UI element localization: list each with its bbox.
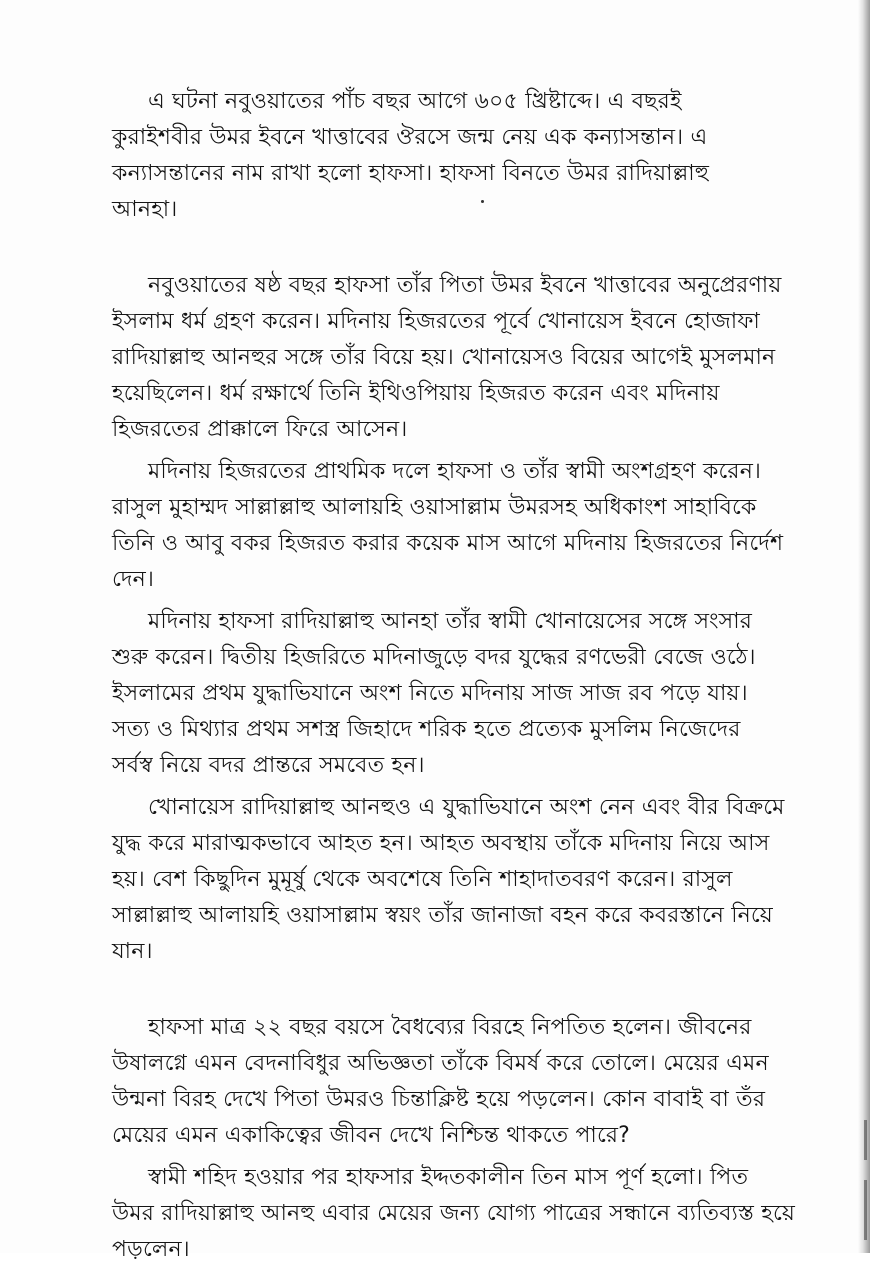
- paragraph-line: কুরাইশবীর উমর ইবনে খাত্তাবের ঔরসে জন্ম নেয় এক কন্যাসন্তান। এ: [112, 125, 708, 150]
- paragraph-line: পড়লেন।: [112, 1237, 190, 1262]
- paragraph-line: উন্মনা বিরহ দেখে পিতা উমরও চিন্তাক্লিষ্ট হয়ে পড়লেন। কোন বাবাই বা তঁর: [112, 1087, 766, 1112]
- paragraph-1: [112, 84, 832, 228]
- paragraph-line: হিজরতের প্রাক্কালে ফিরে আসেন।: [112, 417, 408, 442]
- paragraph-line: তিনি ও আবু বকর হিজরত করার কয়েক মাস আগে মদিনায় হিজরতের নির্দেশ: [112, 531, 784, 556]
- paragraph-line: রাসুল মুহাম্মদ সাল্লাল্লাহু আলায়হি ওয়াসাল্লাম উমরসহ অধিকাংশ সাহাবিকে: [112, 495, 757, 520]
- paragraph-line: মদিনায় হিজরতের প্রাথমিক দলে হাফসা ও তাঁর স্বামী অংশগ্রহণ করেন।: [148, 459, 762, 484]
- paragraph-line: খোনায়েস রাদিয়াল্লাহু আনহুও এ যুদ্ধাভিযানে অংশ নেন এবং বীর বিক্রমে: [148, 795, 785, 820]
- paragraph-spacer: [112, 970, 832, 1010]
- paragraph-line: সাল্লাল্লাহু আলায়হি ওয়াসাল্লাম স্বয়ং তাঁর জানাজা বহন করে কবরস্তানে নিয়ে: [112, 903, 773, 928]
- scan-speck: [481, 200, 484, 203]
- paragraph-7: [112, 1160, 832, 1268]
- paragraph-line: ইসলামের প্রথম যুদ্ধাভিযানে অংশ নিতে মদিনায় সাজ সাজ রব পড়ে যায়।: [112, 681, 748, 706]
- paragraph-spacer: [112, 228, 832, 268]
- scan-edge-mark: [864, 1120, 867, 1160]
- paragraph-line: রাদিয়াল্লাহু আনহুর সঙ্গে তাঁর বিয়ে হয়। খোনায়েসও বিয়ের আগেই মুসলমান: [112, 345, 776, 370]
- page-binding-edge: [858, 0, 870, 1253]
- paragraph-line: আনহা।: [112, 197, 178, 222]
- paragraph-line: হাফসা মাত্র ২২ বছর বয়সে বৈধব্যের বিরহে নিপতিত হলেন। জীবনের: [148, 1015, 752, 1040]
- paragraph-line: সত্য ও মিথ্যার প্রথম সশস্ত্র জিহাদে শরিক হতে প্রত্যেক মুসলিম নিজেদের: [112, 717, 741, 742]
- paragraph-line: ইসলাম ধর্ম গ্রহণ করেন। মদিনায় হিজরতের পূর্বে খোনায়েস ইবনে হোজাফা: [112, 309, 761, 334]
- paragraph-line: যুদ্ধ করে মারাত্মকভাবে আহত হন। আহত অবস্থায় তাঁকে মদিনায় নিয়ে আস: [112, 831, 770, 856]
- paragraph-5: [112, 790, 832, 970]
- paragraph-2: [112, 268, 832, 448]
- scan-edge-mark: [864, 1180, 867, 1240]
- paragraph-line: মদিনায় হাফসা রাদিয়াল্লাহু আনহা তাঁর স্বামী খোনায়েসের সঙ্গে সংসার: [148, 609, 753, 634]
- paragraph-line: হয়েছিলেন। ধর্ম রক্ষার্থে তিনি ইথিওপিয়ায় হিজরত করেন এবং মদিনায়: [112, 381, 720, 406]
- paragraph-line: উষালগ্নে এমন বেদনাবিধুর অভিজ্ঞতা তাঁকে বিমর্ষ করে তোলে। মেয়ের এমন: [112, 1051, 769, 1076]
- paragraph-line: নবুওয়াতের ষষ্ঠ বছর হাফসা তাঁর পিতা উমর ইবনে খাত্তাবের অনুপ্রেরণায়: [148, 273, 782, 298]
- paragraph-line: স্বামী শহিদ হওয়ার পর হাফসার ইদ্দতকালীন তিন মাস পূর্ণ হলো। পিত: [148, 1165, 749, 1190]
- paragraph-line: মেয়ের এমন একাকিত্বের জীবন দেখে নিশ্চিন্ত থাকতে পারে?: [112, 1123, 631, 1148]
- paragraph-line: দেন।: [112, 567, 155, 592]
- document-body: [112, 84, 832, 1268]
- paragraph-line: এ ঘটনা নবুওয়াতের পাঁচ বছর আগে ৬০৫ খ্রিষ্টাব্দে। এ বছরই: [148, 89, 682, 114]
- paragraph-line: যান।: [112, 939, 153, 964]
- paragraph-3: [112, 454, 832, 598]
- paragraph-4: [112, 604, 832, 784]
- paragraph-line: হয়। বেশ কিছুদিন মুমূর্ষু থেকে অবশেষে তিনি শাহাদাতবরণ করেন। রাসুল: [112, 867, 733, 892]
- paragraph-line: সর্বস্ব নিয়ে বদর প্রান্তরে সমবেত হন।: [112, 753, 425, 778]
- paragraph-line: শুরু করেন। দ্বিতীয় হিজরিতে মদিনাজুড়ে বদর যুদ্ধের রণভেরী বেজে ওঠে।: [112, 645, 756, 670]
- paragraph-line: উমর রাদিয়াল্লাহু আনহু এবার মেয়ের জন্য যোগ্য পাত্রের সন্ধানে ব্যতিব্যস্ত হয়ে: [112, 1201, 796, 1226]
- paragraph-6: [112, 1010, 832, 1154]
- paragraph-line: কন্যাসন্তানের নাম রাখা হলো হাফসা। হাফসা বিনতে উমর রাদিয়াল্লাহু: [112, 161, 710, 186]
